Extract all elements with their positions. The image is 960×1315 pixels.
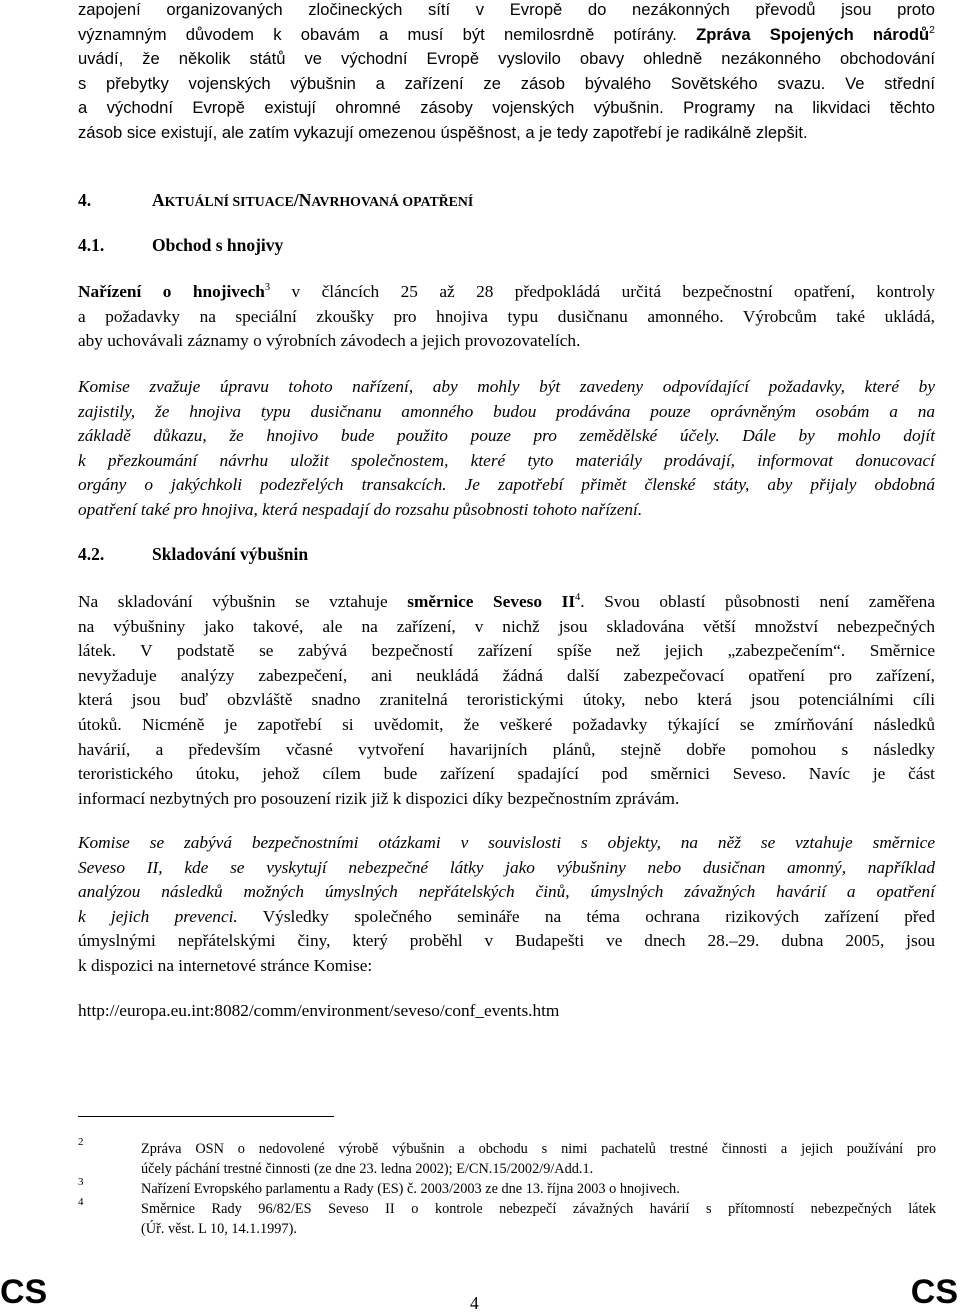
text-line: Na skladování výbušnin se vztahuje směrnice Seveso $II^4$. Svou oblastí působnosti není zaměřena	[78, 592, 935, 611]
subsection-title: Skladování výbušnin	[152, 544, 309, 564]
text-line: Komise se zabývá bezpečnostními otázkami v souvislosti s objekty, na něž se vztahuje směrnice	[78, 833, 935, 852]
subsection-number: 4.1.	[78, 235, 105, 255]
footnote-line: Směrnice Rady 96/82/ES Seveso II o kontrole nebezpečí závažných havárií s přítomností nebezpečných látek	[141, 1201, 936, 1217]
commission-seveso-paragraph	[78, 831, 935, 979]
text-line: základě důkazu, že hnojivo bude použito pouze pro zemědělské účely. Dále by mohlo dojít	[78, 426, 935, 446]
text-line: která jsou buď obzvláště snadno zranitelná teroristickými útoky, nebo která jsou potenciálními cíli	[78, 690, 935, 710]
text-line: úmyslnými nepřátelskými činy, který proběhl v Budapešti ve dnech 28.–29. dubna 2005, jsou	[78, 931, 935, 951]
footnote-line: (Úř. věst. L 10, 14.1.1997).	[141, 1221, 297, 1237]
section-number: 4.	[78, 190, 92, 210]
text-line: teroristického útoku, jehož cílem bude zařízení spadající pod směrnici Seveso. Navíc je část	[78, 764, 935, 784]
text-line: aby uchovávali záznamy o výrobních závodech a jejich provozovatelích.	[78, 331, 581, 351]
commission-fertilizer-paragraph	[78, 375, 935, 523]
fertilizer-paragraph	[78, 280, 935, 354]
text-line: zásob sice existují, ale zatím vykazují omezenou úspěšnost, a je tedy zapotřebí je radikálně zlepšit.	[78, 122, 808, 142]
text-line: zajistily, že hnojiva typu dusičnanu amonného budou prodávána pouze oprávněným osobám a na	[78, 401, 935, 421]
subsection-number: 4.2.	[78, 544, 105, 564]
language-code-right: CS	[910, 1273, 958, 1311]
footnote-line: účely páchání trestné činnosti (ze dne 23. ledna 2002); E/CN.15/2002/9/Add.1.	[141, 1161, 594, 1177]
section-title: AKTUÁLNÍ SITUACE/NAVRHOVANÁ OPATŘENÍ	[152, 190, 474, 210]
language-code-left: CS	[0, 1273, 48, 1311]
footnote-line: Nařízení Evropského parlamentu a Rady (ES) č. 2003/2003 ze dne 13. října 2003 o hnojivech.	[141, 1181, 680, 1197]
footnote-number: 2	[78, 1136, 84, 1148]
text-line: a požadavky na speciální zkoušky pro hnojiva typu dusičnanu amonného. Výrobcům také ukládá,	[78, 306, 935, 326]
url-text[interactable]: http://europa.eu.int:8082/comm/environment/seveso/conf_events.htm	[78, 1001, 560, 1020]
text-line: a východní Evropě existují ohromné zásoby vojenských výbušnin. Programy na likvidaci těchto	[78, 98, 935, 118]
footnote-line: Zpráva OSN o nedovolené výrobě výbušnin a obchodu s nimi pachatelů trestné činnosti a jejich používání pro	[141, 1141, 936, 1157]
commission-url-link[interactable]	[78, 999, 935, 1024]
page-number: 4	[470, 1293, 479, 1313]
subsection-4-2-heading	[78, 544, 309, 565]
footnote-4	[141, 1199, 936, 1239]
footnote-separator	[78, 1116, 334, 1117]
un-report-reference: Zpráva Spojených národů	[696, 24, 930, 44]
text-line: látek. V podstatě se zabývá bezpečností zařízení spíše než jejich „zabezpečením“. Směrnice	[78, 641, 935, 661]
subsection-title: Obchod s hnojivy	[152, 235, 284, 255]
text-line: Nařízení o hnojivech$^3$ v článcích 25 až 28 předpokládá určitá bezpečnostní opatření, kontroly	[78, 282, 935, 301]
text-line: k jejich prevenci. Výsledky společného semináře na téma ochrana rizikových zařízení před	[78, 906, 935, 926]
text-line: Seveso II, kde se vyskytují nebezpečné látky jako výbušniny nebo dusičnan amonný, například	[78, 857, 935, 877]
footnote-ref[interactable]: 2	[929, 23, 935, 36]
text-line: zapojení organizovaných zločineckých sítí v Evropě do nezákonných převodů jsou proto	[78, 0, 935, 19]
text-line: Komise zvažuje úpravu tohoto nařízení, aby mohly být zavedeny odpovídající požadavky, které by	[78, 377, 935, 396]
footnote-2	[141, 1139, 936, 1179]
footnote-ref[interactable]: 3	[264, 282, 271, 293]
text-line: uvádí, že několik států ve východní Evropě vyslovilo obavy ohledně nezákonného obchodování	[78, 49, 935, 69]
intro-paragraph	[78, 0, 935, 146]
footnote-3	[141, 1179, 936, 1199]
text-line: k dispozici na internetové stránce Komise:	[78, 955, 373, 975]
text-line: informací nezbytných pro posouzení rizik již k dispozici díky bezpečnostním zprávám.	[78, 788, 680, 808]
text-line: nevyžaduje analýzy zabezpečení, ani neukládá žádná další zabezpečovací opatření pro zařízení,	[78, 665, 935, 685]
text-line: s přebytky vojenských výbušnin a zařízení ze zásob bývalého Sovětského svazu. Ve střední	[78, 73, 935, 93]
text-line: orgány o jakýchkoli podezřelých transakcích. Je zapotřebí přimět členské státy, aby přijaly obdobná	[78, 475, 935, 495]
text-line: analýzou následků možných úmyslných nepřátelských činů, úmyslných závažných havárií a opatření	[78, 882, 935, 902]
section-4-heading	[78, 190, 474, 211]
fertilizer-regulation-reference: Nařízení o hnojivech	[78, 282, 265, 301]
text-line: opatření také pro hnojiva, která nespadají do rozsahu působnosti tohoto nařízení.	[78, 499, 643, 519]
text-line: na výbušniny jako takové, ale na zařízení, v nichž jsou skladována větší množství nebezpečných	[78, 616, 935, 636]
text-line: významným důvodem k obavám a musí být nemilosrdně potírány. Zpráva Spojených národů$^2$	[78, 23, 935, 44]
subsection-4-1-heading	[78, 235, 284, 256]
footnote-ref[interactable]: 4	[575, 592, 581, 603]
text-line: útoků. Nicméně je zapotřebí si uvědomit, že veškeré požadavky týkající se zmírňování následků	[78, 714, 935, 734]
footnote-number: 4	[78, 1196, 84, 1208]
explosives-storage-paragraph	[78, 590, 935, 811]
text-line: havárií, a především včasné vytvoření havarijních plánů, stejně dobře pomohou s následky	[78, 739, 935, 759]
seveso-directive-reference: směrnice Seveso II	[407, 592, 576, 611]
text-line: k přezkoumání návrhu uložit společnostem, které tyto materiály prodávají, informovat donucovací	[78, 450, 935, 470]
footnote-number: 3	[78, 1176, 84, 1188]
